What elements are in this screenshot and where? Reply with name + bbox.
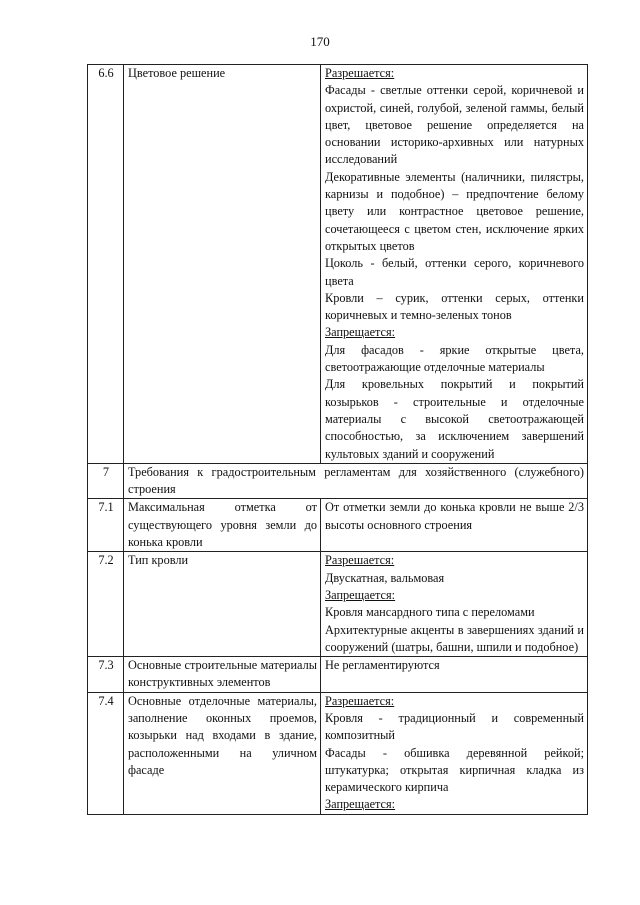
rule-text: От отметки земли до конька кровли не выше 2/3 высоты основного строения: [325, 500, 584, 532]
parameter-content: [321, 65, 588, 464]
row-number: 7: [88, 463, 124, 499]
parameter-label: Цветовое решение: [124, 65, 321, 464]
rule-text: Для фасадов - яркие открытые цвета, светоотражающие отделочные материалы: [325, 342, 584, 375]
parameter-content: [321, 692, 588, 814]
row-number: 7.1: [88, 499, 124, 552]
section-heading: Требования к градостроительным регламентам для хозяйственного (служебного) строения: [124, 463, 588, 499]
rule-text: Для кровельных покрытий и покрытий козырьков - строительные и отделочные материалы с высокой светоотражающей способностью, за исключением завершений культовых зданий и сооружений: [325, 377, 584, 461]
parameter-content: [321, 657, 588, 693]
rule-heading: Разрешается:: [325, 553, 395, 568]
table-row: [88, 692, 588, 814]
parameter-label: Тип кровли: [124, 552, 321, 657]
regulations-table-body: [88, 65, 588, 815]
table-row: [88, 657, 588, 693]
page-number: 170: [310, 34, 330, 49]
rule-text: Цоколь - белый, оттенки серого, коричневого цвета: [325, 256, 584, 288]
rule-text: Декоративные элементы (наличники, пилястры, карнизы и подобное) – предпочтение белому цвету или контрастное цветовое решение, сочетающееся с цветом стен, исключение ярких открытых цветов: [325, 169, 584, 253]
parameter-content: [321, 499, 588, 552]
row-number: 7.3: [88, 657, 124, 693]
rule-heading: Запрещается:: [325, 325, 396, 340]
parameter-content: [321, 552, 588, 657]
rule-text: Кровля мансардного типа с переломами: [325, 605, 535, 620]
rule-text: Фасады - светлые оттенки серой, коричневой и охристой, синей, голубой, зеленой гаммы, белый цвет, цветовое решение определяется на основании историко-архивных или натурных исследований: [325, 83, 584, 167]
parameter-label: Максимальная отметка от существующего уровня земли до конька кровли: [124, 499, 321, 552]
rule-text: Кровля - традиционный и современный композитный: [325, 710, 584, 743]
parameter-label: Основные строительные материалы конструктивных элементов: [124, 657, 321, 693]
rule-heading: Запрещается:: [325, 797, 396, 812]
parameter-label: Основные отделочные материалы, заполнение оконных проемов, козырьки над входами в здание, расположенными на уличном фасаде: [124, 692, 321, 814]
row-number: 6.6: [88, 65, 124, 464]
rule-text: Не регламентируются: [325, 658, 440, 673]
row-number: 7.4: [88, 692, 124, 814]
table-row: [88, 65, 588, 464]
table-row: [88, 499, 588, 552]
regulations-table: [87, 64, 588, 815]
rule-text: Архитектурные акценты в завершениях зданий и сооружений (шатры, башни, шпили и подобное): [325, 622, 584, 654]
rule-text: Фасады - обшивка деревянной рейкой; штукатурка; открытая кирпичная кладка из керамического кирпича: [325, 745, 584, 795]
table-row: [88, 552, 588, 657]
rule-heading: Запрещается:: [325, 587, 396, 602]
table-row: [88, 463, 588, 499]
rule-text: Кровли – сурик, оттенки серых, оттенки коричневых и темно-зеленых тонов: [325, 290, 584, 323]
rule-text: Двускатная, вальмовая: [325, 570, 445, 585]
rule-heading: Разрешается:: [325, 693, 395, 708]
rule-heading: Разрешается:: [325, 66, 395, 80]
row-number: 7.2: [88, 552, 124, 657]
